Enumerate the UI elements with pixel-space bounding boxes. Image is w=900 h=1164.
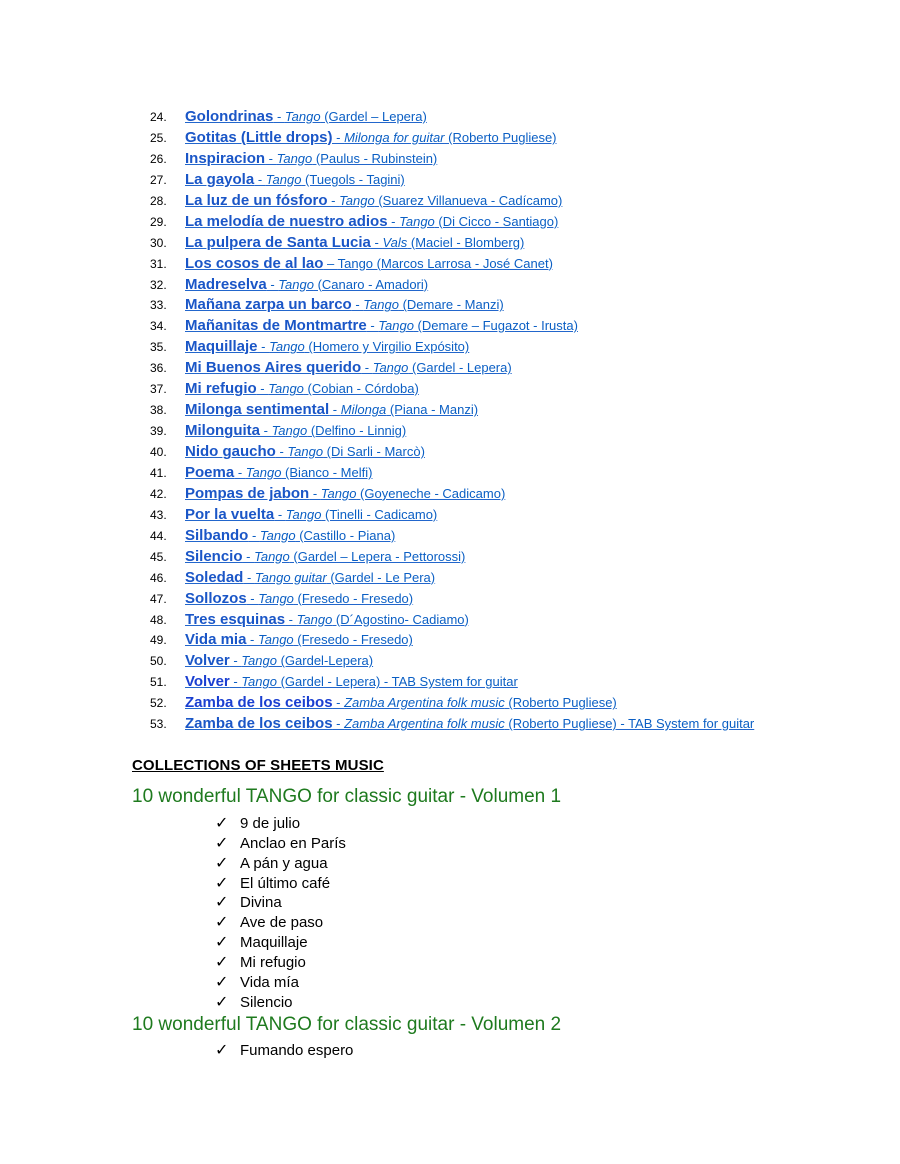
list-item bbox=[150, 526, 754, 547]
check-icon: ✓ bbox=[215, 1042, 229, 1059]
song-separator: - bbox=[229, 674, 242, 690]
song-genre: Tango bbox=[378, 318, 414, 334]
item-number: 34. bbox=[150, 319, 167, 334]
list-item bbox=[150, 337, 754, 358]
song-separator: - bbox=[242, 548, 255, 564]
song-info: (Paulus - Rubinstein) bbox=[312, 150, 438, 166]
song-link[interactable] bbox=[185, 130, 557, 145]
song-title: Mi Buenos Aires querido bbox=[185, 359, 362, 377]
list-item bbox=[150, 505, 754, 526]
song-link[interactable] bbox=[185, 277, 428, 292]
collection-item: Vida mía bbox=[240, 973, 299, 991]
song-link[interactable] bbox=[185, 570, 435, 585]
list-item bbox=[215, 814, 346, 834]
collection-item: El último café bbox=[240, 874, 331, 892]
song-genre: Tango bbox=[241, 674, 277, 690]
song-genre: Tango bbox=[285, 506, 322, 522]
song-title: Silencio bbox=[185, 547, 243, 565]
item-number: 35. bbox=[150, 340, 167, 355]
song-link[interactable] bbox=[185, 151, 437, 166]
song-separator: - bbox=[229, 653, 242, 669]
song-info: (Castillo - Piana) bbox=[295, 527, 396, 543]
item-number: 50. bbox=[150, 654, 167, 669]
song-info: (Gardel-Lepera) bbox=[276, 653, 374, 669]
item-number: 26. bbox=[150, 151, 167, 166]
list-item bbox=[150, 630, 754, 651]
song-separator: - bbox=[248, 527, 260, 543]
song-link[interactable] bbox=[185, 214, 558, 229]
collections-heading: COLLECTIONS OF SHEETS MUSIC bbox=[132, 757, 384, 774]
item-number: 28. bbox=[150, 193, 167, 208]
song-link[interactable] bbox=[185, 360, 512, 375]
item-number: 37. bbox=[150, 382, 167, 397]
song-separator: - bbox=[387, 213, 400, 229]
list-item bbox=[150, 568, 754, 589]
item-number: 29. bbox=[150, 214, 167, 229]
item-number: 38. bbox=[150, 403, 167, 418]
song-separator: - bbox=[246, 590, 259, 606]
check-icon: ✓ bbox=[215, 815, 229, 832]
list-item bbox=[150, 233, 754, 254]
song-title: Milonguita bbox=[185, 422, 260, 440]
song-separator: - bbox=[257, 339, 270, 355]
check-icon: ✓ bbox=[215, 953, 229, 971]
song-separator: - bbox=[332, 695, 345, 711]
song-info: (D´Agostino- Cadiamo) bbox=[332, 611, 469, 627]
item-number: 51. bbox=[150, 675, 167, 690]
song-separator: - bbox=[254, 171, 266, 187]
volume-1-title: 10 wonderful TANGO for classic guitar - Volumen 1 bbox=[132, 786, 562, 807]
check-icon: ✓ bbox=[215, 894, 229, 912]
song-info: (Tuegols - Tagini) bbox=[301, 171, 405, 187]
song-genre: Tango bbox=[269, 339, 305, 355]
list-item bbox=[150, 693, 754, 714]
song-genre: Tango bbox=[254, 548, 290, 564]
song-genre: Zamba Argentina folk music bbox=[344, 695, 505, 711]
song-link[interactable] bbox=[185, 674, 518, 689]
song-info: (Di Sarli - Marcò) bbox=[323, 444, 425, 459]
list-item bbox=[150, 714, 754, 735]
song-genre: Zamba Argentina folk music bbox=[344, 716, 505, 732]
collection-item: Divina bbox=[240, 894, 282, 912]
item-number: 41. bbox=[150, 465, 167, 480]
item-number: 44. bbox=[150, 528, 167, 543]
song-title: Mañanitas de Montmartre bbox=[185, 317, 367, 335]
volume-2-list bbox=[215, 1041, 353, 1061]
song-genre: Tango bbox=[245, 464, 282, 480]
song-info: (Delfino - Linnig) bbox=[307, 423, 407, 439]
song-title: La melodía de nuestro adios bbox=[185, 212, 388, 230]
song-separator: - bbox=[266, 276, 279, 292]
song-title: Por la vuelta bbox=[185, 505, 275, 523]
song-link[interactable] bbox=[185, 423, 406, 438]
song-genre: Milonga bbox=[340, 402, 387, 418]
item-number: 45. bbox=[150, 549, 167, 564]
list-item bbox=[215, 874, 346, 894]
list-item bbox=[150, 191, 754, 212]
song-info: Tango (Marcos Larrosa - José Canet) bbox=[337, 255, 553, 271]
song-title: Tres esquinas bbox=[185, 610, 286, 628]
song-title: Inspiracion bbox=[185, 149, 266, 167]
song-separator: - bbox=[260, 423, 272, 439]
song-separator: - bbox=[265, 150, 277, 166]
song-link[interactable] bbox=[185, 235, 524, 250]
song-info: (Maciel - Blomberg) bbox=[407, 234, 525, 250]
song-genre: Tango bbox=[257, 632, 294, 648]
song-genre: Tango bbox=[320, 485, 357, 501]
song-link[interactable] bbox=[185, 465, 372, 480]
song-separator: - bbox=[256, 381, 269, 397]
song-info: (Tinelli - Cadicamo) bbox=[321, 506, 438, 522]
item-number: 53. bbox=[150, 717, 167, 732]
item-number: 32. bbox=[150, 277, 167, 292]
song-title: Vida mia bbox=[185, 631, 247, 649]
song-title: Madreselva bbox=[185, 275, 267, 293]
song-info: (Cobian - Córdoba) bbox=[303, 381, 419, 397]
song-link[interactable] bbox=[185, 549, 465, 564]
check-icon: ✓ bbox=[215, 934, 229, 952]
song-genre: Tango bbox=[287, 444, 324, 459]
song-link[interactable] bbox=[185, 193, 562, 208]
song-info: (Homero y Virgilio Expósito) bbox=[304, 339, 470, 355]
song-link[interactable] bbox=[185, 486, 505, 501]
song-link[interactable] bbox=[185, 716, 754, 731]
list-item bbox=[150, 358, 754, 379]
song-link[interactable] bbox=[185, 381, 419, 396]
list-item bbox=[150, 275, 754, 296]
collection-item: Mi refugio bbox=[240, 953, 306, 971]
song-info: (Gardel – Lepera) bbox=[320, 109, 427, 124]
song-link[interactable] bbox=[185, 507, 437, 522]
song-title: Silbando bbox=[185, 526, 249, 544]
song-info: (Goyeneche - Cadicamo) bbox=[356, 485, 506, 501]
song-separator: - bbox=[274, 506, 286, 522]
item-number: 36. bbox=[150, 361, 167, 376]
song-info: (Fresedo - Fresedo) bbox=[293, 632, 413, 648]
song-title: La gayola bbox=[185, 170, 255, 188]
item-number: 43. bbox=[150, 507, 167, 522]
song-genre: Tango bbox=[363, 297, 399, 313]
song-info: (Roberto Pugliese) bbox=[444, 129, 557, 145]
song-separator: - bbox=[285, 611, 297, 627]
song-list bbox=[150, 107, 754, 735]
song-title: Mi refugio bbox=[185, 380, 257, 398]
item-number: 25. bbox=[150, 130, 167, 145]
list-item bbox=[150, 149, 754, 170]
song-separator: - bbox=[366, 318, 379, 334]
song-info: (Demare – Fugazot - Irusta) bbox=[413, 318, 578, 334]
song-genre: Tango bbox=[265, 171, 302, 187]
list-item bbox=[215, 973, 346, 993]
song-link[interactable] bbox=[185, 318, 578, 333]
list-item bbox=[150, 400, 754, 421]
item-number: 24. bbox=[150, 110, 167, 124]
song-link[interactable] bbox=[185, 444, 425, 459]
list-item bbox=[150, 379, 754, 400]
song-title: Pompas de jabon bbox=[185, 484, 310, 502]
song-separator: - bbox=[332, 129, 345, 145]
song-separator: - bbox=[275, 444, 288, 459]
list-item bbox=[150, 463, 754, 484]
list-item bbox=[150, 128, 754, 149]
song-title: Poema bbox=[185, 463, 235, 481]
song-title: Gotitas (Little drops) bbox=[185, 128, 333, 146]
song-genre: Tango bbox=[372, 360, 409, 376]
song-separator: - bbox=[370, 234, 383, 250]
volume-1-list bbox=[215, 814, 346, 1012]
check-icon: ✓ bbox=[215, 973, 229, 991]
song-genre: Tango bbox=[271, 423, 308, 439]
song-genre: Tango bbox=[284, 109, 321, 124]
list-item bbox=[150, 295, 754, 316]
list-item bbox=[150, 651, 754, 672]
list-item bbox=[215, 893, 346, 913]
list-item bbox=[150, 421, 754, 442]
song-title: Soledad bbox=[185, 568, 244, 586]
check-icon: ✓ bbox=[215, 874, 229, 892]
song-genre: Tango bbox=[241, 653, 277, 669]
song-title: La luz de un fósforo bbox=[185, 191, 328, 209]
list-item bbox=[150, 589, 754, 610]
song-title: Volver bbox=[185, 652, 230, 670]
item-number: 52. bbox=[150, 696, 167, 711]
item-number: 33. bbox=[150, 298, 167, 313]
item-number: 31. bbox=[150, 256, 167, 271]
song-separator: - bbox=[243, 569, 255, 585]
item-number: 42. bbox=[150, 486, 167, 501]
song-separator: - bbox=[246, 632, 258, 648]
item-number: 49. bbox=[150, 633, 167, 648]
list-item bbox=[215, 913, 346, 933]
song-link[interactable] bbox=[185, 297, 504, 312]
item-number: 30. bbox=[150, 235, 167, 250]
song-info: (Gardel - Le Pera) bbox=[326, 569, 436, 585]
collection-item: Maquillaje bbox=[240, 934, 308, 952]
song-info: (Gardel - Lepera) - TAB System for guitar bbox=[276, 674, 518, 690]
collection-item: 9 de julio bbox=[240, 815, 301, 832]
item-number: 48. bbox=[150, 612, 167, 627]
song-genre: Tango bbox=[399, 213, 435, 229]
volume-2-title: 10 wonderful TANGO for classic guitar - Volumen 2 bbox=[132, 1014, 562, 1035]
song-title: La pulpera de Santa Lucia bbox=[185, 233, 371, 251]
item-number: 47. bbox=[150, 591, 167, 606]
song-genre: Tango bbox=[296, 611, 333, 627]
song-info: (Gardel - Lepera) bbox=[408, 360, 512, 376]
song-link[interactable] bbox=[185, 591, 413, 606]
item-number: 39. bbox=[150, 424, 167, 439]
song-genre: Tango bbox=[278, 276, 314, 292]
song-title: Zamba de los ceibos bbox=[185, 694, 333, 712]
song-info: (Fresedo - Fresedo) bbox=[293, 590, 414, 606]
song-info: (Bianco - Melfi) bbox=[281, 464, 373, 480]
song-genre: Tango guitar bbox=[254, 569, 327, 585]
song-info: (Roberto Pugliese) bbox=[504, 695, 617, 711]
song-genre: Tango bbox=[258, 590, 294, 606]
check-icon: ✓ bbox=[215, 914, 229, 932]
song-title: Golondrinas bbox=[185, 108, 274, 125]
check-icon: ✓ bbox=[215, 854, 229, 872]
list-item bbox=[215, 854, 346, 874]
item-number: 46. bbox=[150, 570, 167, 585]
list-item bbox=[150, 672, 754, 693]
list-item bbox=[215, 933, 346, 953]
song-link[interactable] bbox=[185, 653, 373, 668]
song-link[interactable] bbox=[185, 695, 617, 710]
list-item bbox=[215, 953, 346, 973]
song-info: (Piana - Manzi) bbox=[386, 402, 479, 418]
list-item bbox=[150, 484, 754, 505]
song-link[interactable] bbox=[185, 339, 469, 354]
list-item bbox=[150, 212, 754, 233]
song-title: Nido gaucho bbox=[185, 443, 276, 460]
collection-item: Anclao en París bbox=[240, 834, 346, 852]
song-separator: - bbox=[351, 297, 364, 313]
song-link[interactable] bbox=[185, 172, 405, 187]
song-info: (Di Cicco - Santiago) bbox=[434, 213, 559, 229]
song-info: (Gardel – Lepera - Pettorossi) bbox=[289, 548, 466, 564]
song-link[interactable] bbox=[185, 528, 395, 543]
song-info: (Demare - Manzi) bbox=[398, 297, 504, 313]
song-separator: – bbox=[323, 255, 338, 271]
list-item bbox=[215, 993, 346, 1013]
song-genre: Tango bbox=[339, 192, 375, 208]
song-genre: Tango bbox=[259, 527, 296, 543]
song-link[interactable] bbox=[185, 402, 478, 417]
song-info: (Canaro - Amadori) bbox=[313, 276, 429, 292]
song-genre: Milonga for guitar bbox=[344, 129, 445, 145]
song-title: Los cosos de al lao bbox=[185, 254, 324, 272]
song-info: (Roberto Pugliese) - TAB System for guitar bbox=[504, 716, 755, 732]
collection-item: Ave de paso bbox=[240, 914, 324, 932]
song-separator: - bbox=[309, 485, 321, 501]
song-separator: - bbox=[327, 192, 340, 208]
song-separator: - bbox=[332, 716, 345, 732]
song-link[interactable] bbox=[185, 109, 427, 124]
list-item bbox=[215, 834, 346, 854]
song-separator: - bbox=[234, 464, 246, 480]
list-item bbox=[150, 316, 754, 337]
song-title: Milonga sentimental bbox=[185, 401, 330, 419]
song-info: (Suarez Villanueva - Cadícamo) bbox=[374, 192, 563, 208]
list-item bbox=[150, 610, 754, 631]
check-icon: ✓ bbox=[215, 834, 229, 852]
list-item bbox=[150, 170, 754, 191]
song-title: Sollozos bbox=[185, 589, 247, 607]
song-link[interactable] bbox=[185, 612, 469, 627]
item-number: 40. bbox=[150, 445, 167, 459]
list-item bbox=[215, 1041, 353, 1061]
list-item bbox=[150, 442, 754, 463]
list-item bbox=[150, 254, 754, 275]
collection-item: A pán y agua bbox=[240, 854, 328, 872]
check-icon: ✓ bbox=[215, 993, 229, 1011]
song-title: Volver bbox=[185, 673, 230, 691]
collection-item: Silencio bbox=[240, 993, 293, 1011]
song-genre: Tango bbox=[276, 150, 313, 166]
song-title: Mañana zarpa un barco bbox=[185, 296, 352, 314]
list-item bbox=[150, 547, 754, 568]
song-title: Zamba de los ceibos bbox=[185, 715, 333, 733]
song-title: Maquillaje bbox=[185, 338, 258, 356]
song-separator: - bbox=[273, 109, 285, 124]
song-genre: Tango bbox=[268, 381, 304, 397]
song-genre: Vals bbox=[382, 234, 408, 250]
list-item bbox=[150, 107, 754, 128]
song-link[interactable] bbox=[185, 632, 413, 647]
song-link[interactable] bbox=[185, 256, 553, 271]
collection-item: Fumando espero bbox=[240, 1042, 354, 1059]
item-number: 27. bbox=[150, 172, 167, 187]
song-separator: - bbox=[361, 360, 373, 376]
song-separator: - bbox=[329, 402, 341, 418]
